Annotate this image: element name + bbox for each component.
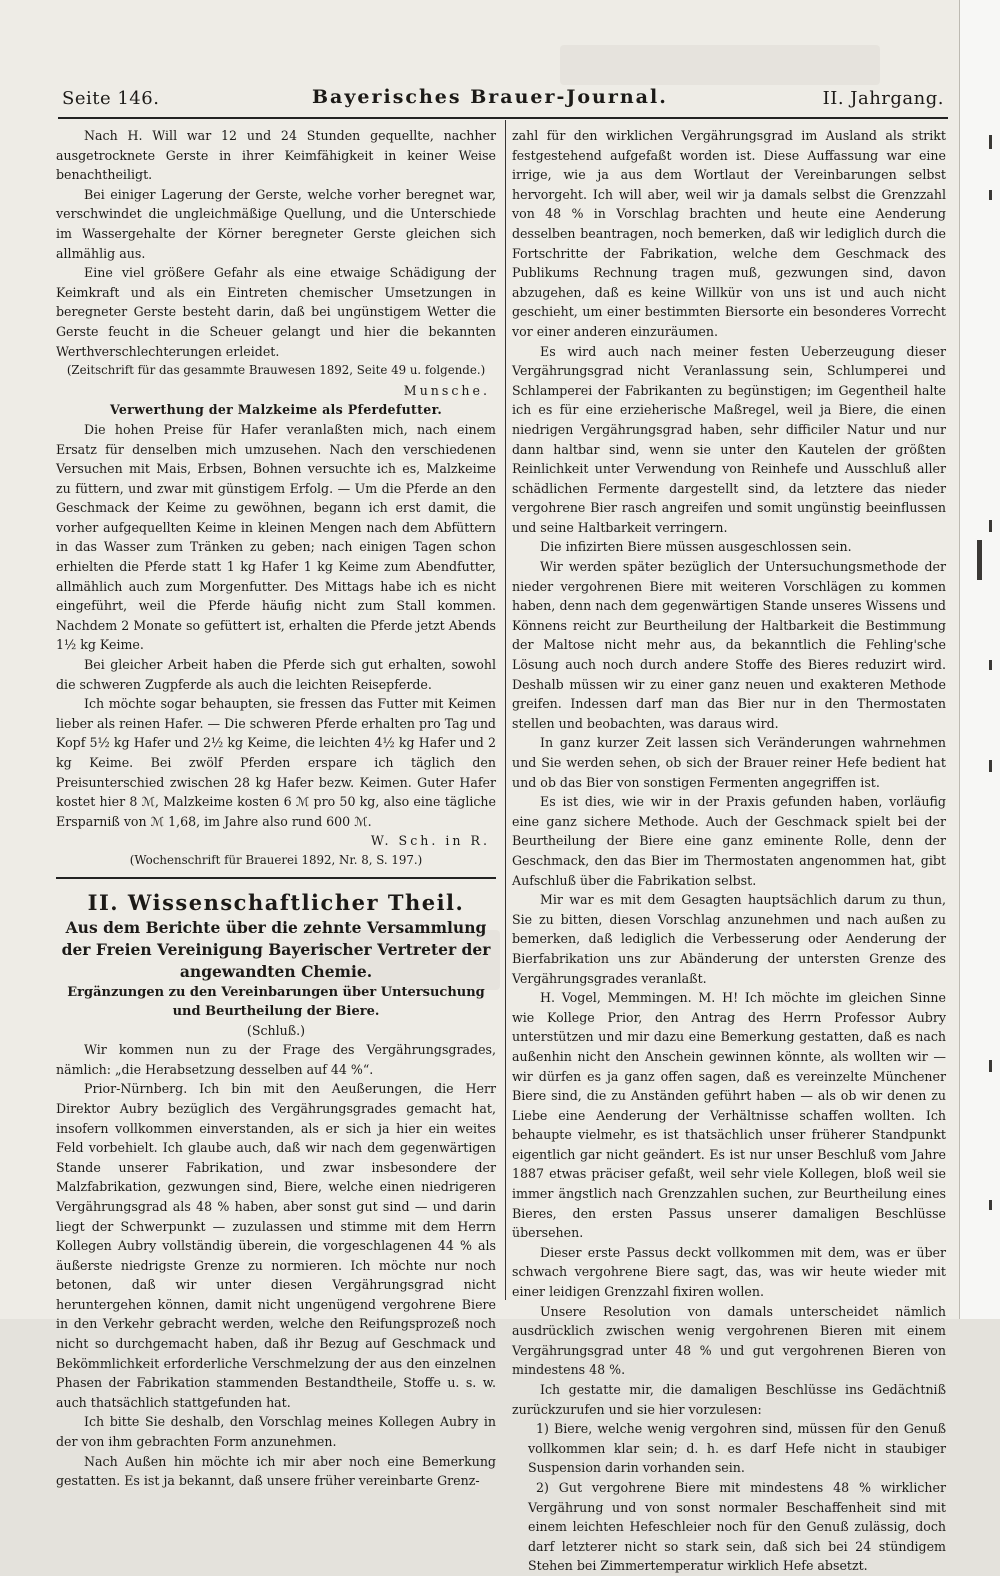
paragraph: Es wird auch nach meiner festen Ueberzeugung dieser Vergährungsgrad nicht Veranlassung sein, Schlumperei und Schlamperei der Fabrikanten zu begünstigen; im Gegentheil halte ich es für eine erzieherische Maßregel, weil ja Biere, die einen niedrigen Vergährungsgrad haben, sehr difficiler Natur und nur dann haltbar sind, wenn sie unter den Kautelen der größten Reinlichkeit unter Verwendung von Reinhefe und Ausschluß aller schädlichen Fermente dargestellt sind, da letztere das nieder vergohrene Bier rasch angreifen und somit ungünstig beeinflussen und seine Haltbarkeit verringern.: [512, 343, 946, 535]
paragraph: Ich bitte Sie deshalb, den Vorschlag meines Kollegen Aubry in der von ihm gebrachten Form anzunehmen.: [56, 1414, 496, 1450]
report-heading: Aus dem Berichte über die zehnte Versammlung der Freien Vereinigung Bayerischer Vertreter der angewandten Chemie.: [61, 917, 491, 981]
paragraph: In ganz kurzer Zeit lassen sich Veränderungen wahrnehmen und Sie werden sehen, ob sich der Brauer reiner Hefe bedient hat und ob das Bier von sonstigen Fermenten angegriffen ist.: [512, 735, 946, 790]
edge-mark: [989, 1200, 992, 1210]
edge-mark: [989, 135, 992, 149]
paragraph: Nach Außen hin möchte ich mir aber noch eine Bemerkung gestatten. Es ist ja bekannt, daß unsere früher vereinbarte Grenz-: [56, 1453, 496, 1489]
section-rule: [56, 877, 496, 879]
left-column: [56, 126, 496, 1491]
edge-mark: [989, 520, 992, 532]
right-column: [512, 126, 946, 1576]
source-citation: (Zeitschrift für das gesammte Brauwesen 1892, Seite 49 u. folgende.): [66, 363, 486, 378]
paragraph: Dieser erste Passus deckt vollkommen mit dem, was er über schwach vergohrene Biere sagt, das, was wir heute wieder mit einer leidigen Grenzzahl fixiren wollen.: [512, 1244, 946, 1300]
paragraph: Bei gleicher Arbeit haben die Pferde sich gut erhalten, sowohl die schweren Zugpferde als auch die leichten Reisepferde.: [56, 657, 496, 692]
paragraph: Mir war es mit dem Gesagten hauptsächlich darum zu thun, Sie zu bitten, diesen Vorschlag anzunehmen und nach außen zu bemerken, daß lediglich die Verbesserung oder Aenderung der Bierfabrikation uns zur Abänderung der untersten Grenze des Vergährungsgrades veranlaßt.: [512, 892, 946, 986]
page-number: Seite 146.: [62, 88, 160, 109]
paragraph: Wir werden später bezüglich der Untersuchungsmethode der nieder vergohrenen Biere mit weiteren Vorschlägen zu kommen haben, denn nach dem gegenwärtigen Stande unseres Wissens und Könnens reicht zur Beurtheilung der Haltbarkeit die Bestimmung der Maltose nicht mehr aus, da bekanntlich die Fehling'sche Lösung auch noch durch andere Stoffe des Bieres reduzirt wird. Deshalb müssen wir zu einer ganz neuen und exakteren Methode greifen. Indessen darf man das Bier nur in den Thermostaten stellen und beobachten, was daraus wird.: [512, 559, 946, 731]
paragraph: Ich möchte sogar behaupten, sie fressen das Futter mit Keimen lieber als reinen Hafer. — Die schweren Pferde erhalten pro Tag und Kopf 5½ kg Hafer und 2½ kg Keime, die leichten 4½ kg Hafer und 2 kg Keime. Bei zwölf Pferden erspare ich täglich den Preisunterschied zwischen 28 kg Hafer bezw. Keimen. Guter Hafer kostet hier 8 ℳ, Malzkeime kosten 6 ℳ pro 50 kg, also eine tägliche Ersparniß von ℳ 1,68, im Jahre also rund 600 ℳ.: [56, 696, 496, 829]
paragraph: Die infizirten Biere müssen ausgeschlossen sein.: [540, 539, 852, 555]
paragraph: zahl für den wirklichen Vergährungsgrad im Ausland als strikt festgestehend aufgefaßt worden ist. Diese Auffassung war eine irrige, wie ja aus dem Wortlaut der Vereinbarungen selbst hervorgeht. Ich will aber, weil wir ja damals selbst die Grenzzahl von 48 % in Vorschlag brachten und heute eine Aenderung desselben beantragen, noch bemerken, daß wir lediglich durch die Fortschritte der Fabrikation, welche dem Geschmack des Publikums Rechnung tragen muß, gezwungen sind, davon abzugehen, daß es keine Willkür von uns ist und auch nicht geschieht, um einer bestimmten Biersorte ein besonderes Vorrecht vor einer anderen einzuräumen.: [512, 128, 946, 339]
edge-mark: [989, 1060, 992, 1072]
journal-title: Bayerisches Brauer-Journal.: [312, 86, 668, 108]
paragraph: Es ist dies, wie wir in der Praxis gefunden haben, vorläufig eine ganz sichere Methode. Auch der Geschmack spielt bei der Beurtheilung der Biere eine ganz eminente Rolle, denn der Geschmack, den das Bier im Thermostaten angenommen hat, gibt Aufschluß über die Fabrikation selbst.: [512, 794, 946, 888]
source-citation: (Wochenschrift für Brauerei 1892, Nr. 8, S. 197.): [129, 852, 423, 867]
paragraph: Nach H. Will war 12 und 24 Stunden gequellte, nachher ausgetrocknete Gerste in ihrer Keimfähigkeit in keiner Weise benachtheiligt.: [56, 128, 496, 183]
paragraph: Wir kommen nun zu der Frage des Vergährungsgrades, nämlich: „die Herabsetzung desselben auf 44 %“.: [56, 1042, 496, 1077]
conclusion-note: (Schluß.): [246, 1022, 306, 1038]
bleed-through-smudge: [560, 45, 880, 85]
paragraph: Eine viel größere Gefahr als eine etwaige Schädigung der Keimkraft und als ein Eintreten chemischer Umsetzungen in beregneter Gerste besteht darin, daß bei ungünstigem Wetter die Gerste feucht in die Scheuer gelangt und hier die bekannten Werthverschlechterungen erleidet.: [56, 265, 496, 359]
list-item: 1) Biere, welche wenig vergohren sind, müssen für den Genuß vollkommen klar sein; d. h. es darf Hefe nicht in staubiger Suspension darin vorhanden sein.: [528, 1421, 946, 1476]
article-title: Verwerthung der Malzkeime als Pferdefutter.: [109, 402, 443, 418]
paragraph: H. Vogel, Memmingen. M. H! Ich möchte im gleichen Sinne wie Kollege Prior, den Antrag des Herrn Professor Aubry unterstützen und mir dazu eine Bemerkung gestatten, daß es nach außenhin nicht den Anschein gewinnen könnte, als wollten wir — wir dürfen es ja ganz offen sagen, daß es vereinzelte Münchener Biere sind, die zu Anständen geführt haben — als ob wir denen zu Liebe eine Aenderung der Verhältnisse schaffen wollten. Ich behaupte vielmehr, es ist thatsächlich unser früherer Standpunkt eigentlich gar nicht geändert. Es ist nur unser Beschluß vom Jahre 1887 etwas präciser gefaßt, weil sehr viele Kollegen, bloß weil sie immer ängstlich nach Grenzzahlen suchen, zur Beurtheilung eines Bieres, den ersten Passus unserer damaligen Beschlüsse übersehen.: [512, 990, 946, 1241]
edge-mark: [977, 540, 982, 580]
volume-year: II. Jahrgang.: [822, 88, 944, 109]
author-signature: Munsche.: [403, 382, 490, 398]
column-divider: [505, 120, 506, 1300]
paragraph: Ich gestatte mir, die damaligen Beschlüsse ins Gedächtniß zurückzurufen und sie hier vorzulesen:: [512, 1382, 946, 1417]
header-rule: [58, 117, 948, 119]
edge-mark: [989, 760, 992, 772]
list-item: 2) Gut vergohrene Biere mit mindestens 48 % wirklicher Vergährung und von sonst normaler Beschaffenheit sind mit einem leichten Hefeschleier noch für den Genuß zulässig, doch darf letzterer nicht so stark sein, daß sich bei 24 stündigem Stehen bei Zimmertemperatur wirklich Hefe absetzt.: [528, 1479, 946, 1574]
edge-mark: [989, 660, 992, 670]
author-signature: W. Sch. in R.: [370, 833, 490, 849]
report-subheading: Ergänzungen zu den Vereinbarungen über Untersuchung und Beurtheilung der Biere.: [67, 984, 485, 1019]
section-title: II. Wissenschaftlicher Theil.: [87, 889, 465, 915]
scanner-margin: [959, 0, 1000, 1319]
page-header: [62, 86, 944, 114]
paragraph: Unsere Resolution von damals unterscheidet nämlich ausdrücklich zwischen wenig vergohrenen Bieren mit einem Vergährungsgrad unter 48 % und gut vergohrenen Bieren von mindestens 48 %.: [512, 1303, 946, 1378]
paragraph: Prior-Nürnberg. Ich bin mit den Aeußerungen, die Herr Direktor Aubry bezüglich des Vergährungsgrades gemacht hat, insofern vollkommen einverstanden, als er sich ja hier ein weites Feld vorbehielt. Ich glaube auch, daß wir nach dem gegenwärtigen Stande unserer Fabrikation, und zwar insbesondere der Malzfabrikation, gezwungen sind, Biere, welche einen niedrigeren Vergährungsgrad als 48 % haben, aber sonst gut sind — und darin liegt der Schwerpunkt — zuzulassen und stimme mit dem Herrn Kollegen Aubry vollständig überein, die vorgeschlagenen 44 % als äußerste niedrigste Grenze zu normieren. Ich möchte nur noch betonen, daß wir unter diesen Vergährungsgrad nicht heruntergehen können, damit nicht ungenügend vergohrene Biere in den Verkehr gebracht werden, welche den Reifungsprozeß noch nicht so durchgemacht haben, daß ihr Bezug auf Geschmack und Bekömmlichkeit erforderliche Verschmelzung der aus den einzelnen Phasen der Fabrikation stammenden Bestandtheile, Stoffe u. s. w. auch thatsächlich stattgefunden hat.: [56, 1081, 496, 1410]
paragraph: Bei einiger Lagerung der Gerste, welche vorher beregnet war, verschwindet die ungleichmäßige Quellung, und die Unterschiede im Wassergehalte der Körner beregneter Gerste gleichen sich allmählig aus.: [56, 186, 496, 261]
paragraph: Die hohen Preise für Hafer veranlaßten mich, nach einem Ersatz für denselben mich umzusehen. Nach den verschiedenen Versuchen mit Mais, Erbsen, Bohnen versuchte ich es, Malzkeime zu füttern, und zwar mit günstigem Erfolg. — Um die Pferde an den Geschmack der Keime zu gewöhnen, begann ich erst damit, die vorher aufgequellten Keime in kleinen Mengen nach dem Abfüttern in das Wasser zum Tränken zu geben; nach einigen Tagen schon erhielten die Pferde statt 1 kg Hafer 1 kg Keime zum Abendfutter, allmählich auch zum Morgenfutter. Des Mittags habe ich es nicht eingeführt, weil die Pferde häufig nicht zum Stall kommen. Nachdem 2 Monate so gefüttert ist, erhalten die Pferde jetzt Abends 1½ kg Keime.: [56, 421, 496, 653]
edge-mark: [989, 190, 992, 200]
